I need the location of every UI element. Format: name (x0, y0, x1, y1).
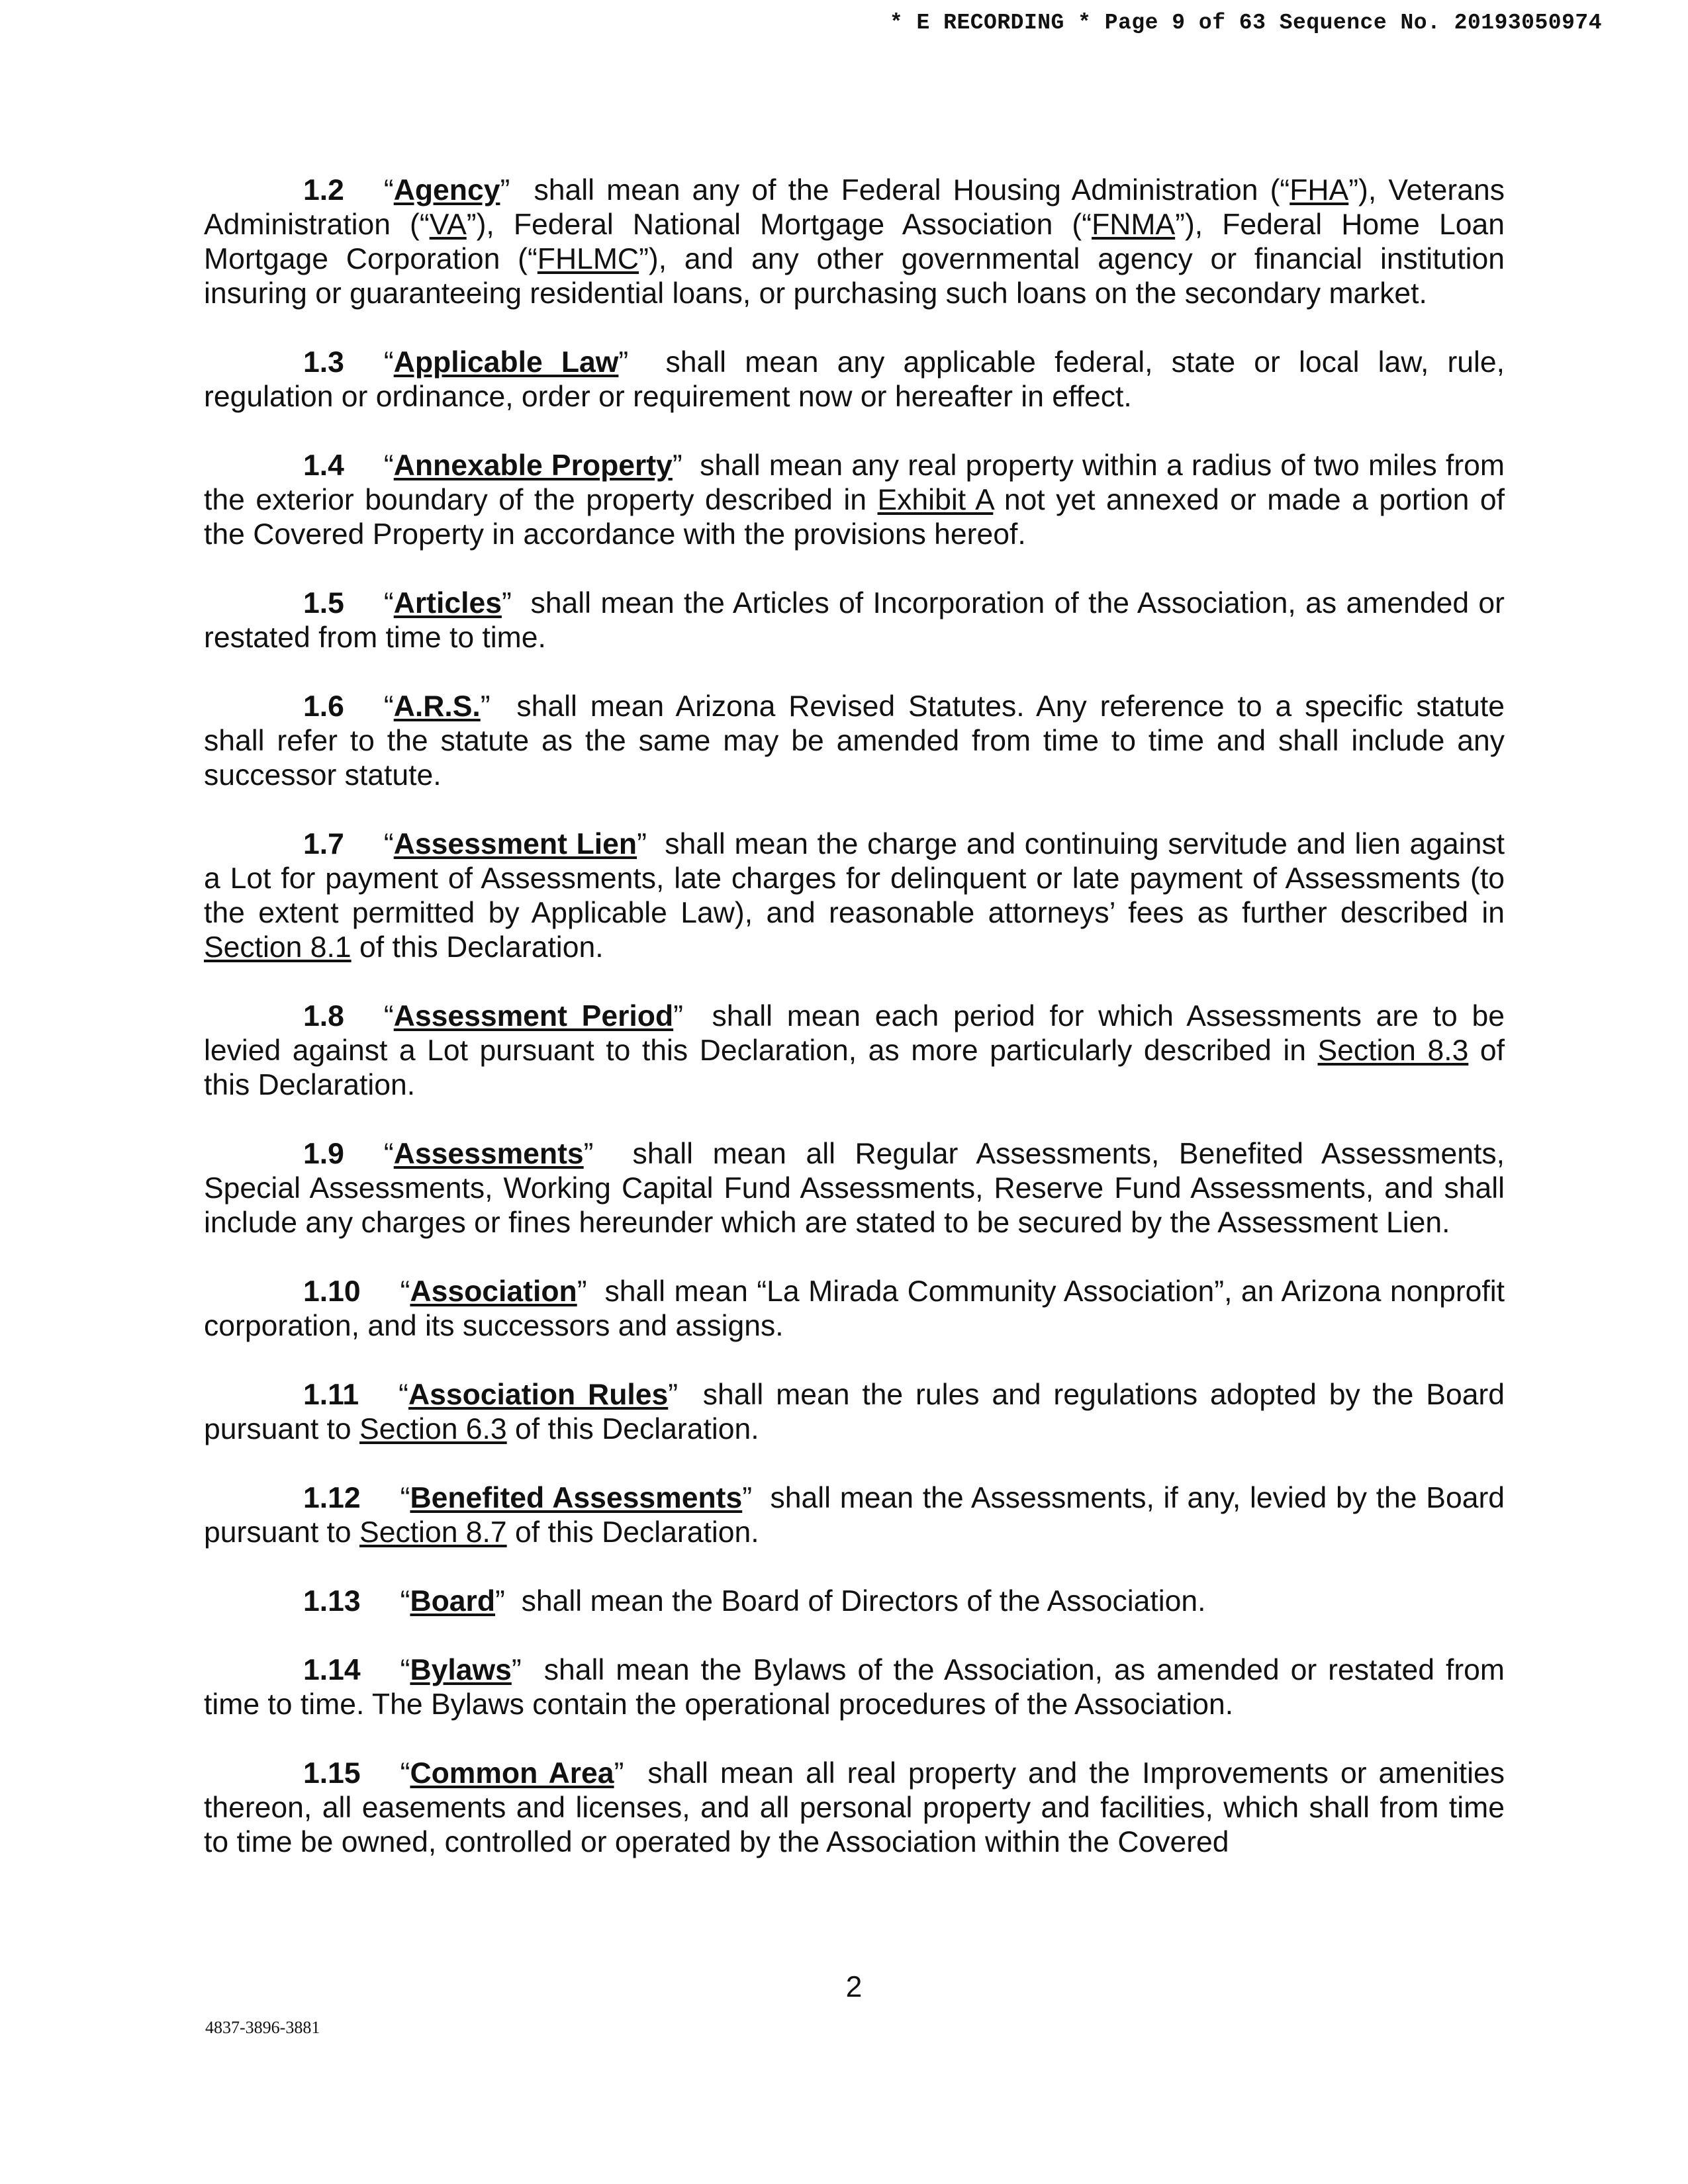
defined-term: Association Rules (408, 1379, 669, 1411)
definition-number: 1.13 (303, 1585, 361, 1617)
defined-term: A.R.S. (393, 690, 481, 723)
definition-paragraph: 1.2 “Agency” shall mean any of the Federal Housing Administration (“FHA”), Veterans Administration (“VA”), Federal National Mortgage Association (“FNMA”), Federal Home Loan Mortgage Corporation (“FHLMC”), and any other governmental agency or financial institution insuring or guaranteeing residential loans, or purchasing such loans on the secondary market. (204, 174, 1505, 310)
defined-term: Common Area (410, 1757, 614, 1790)
definition-paragraph: 1.9 “Assessments” shall mean all Regular Assessments, Benefited Assessments, Special Assessments, Working Capital Fund Assessments, Reserve Fund Assessments, and shall include any charges or fines hereunder which are stated to be secured by the Assessment Lien. (204, 1138, 1505, 1239)
definition-number: 1.14 (303, 1654, 361, 1686)
defined-term: Applicable Law (393, 346, 619, 379)
definition-paragraph: 1.4 “Annexable Property” shall mean any real property within a radius of two miles from the exterior boundary of the property described in Exhibit A not yet annexed or made a portion of the Covered Property in accordance with the provisions hereof. (204, 449, 1505, 551)
definition-number: 1.11 (303, 1379, 359, 1411)
defined-term: Agency (393, 174, 500, 206)
definition-text: shall mean the charge and continuing servitude and lien against a Lot for payment of Assessments, late charges for delinquent or late payment of Assessments (to the extent permitted by Applicable Law), and reasonable attorneys’ fees as further described in Section 8.1 of this Declaration. (204, 828, 1505, 964)
page-number: 2 (845, 1971, 863, 2003)
definition-paragraph: 1.7 “Assessment Lien” shall mean the charge and continuing servitude and lien against a Lot for payment of Assessments, late charges for delinquent or late payment of Assessments (to the extent permitted by Applicable Law), and reasonable attorneys’ fees as further described in Section 8.1 of this Declaration. (204, 828, 1505, 964)
defined-term: Association (410, 1275, 577, 1308)
defined-term: Assessment Lien (393, 828, 637, 860)
definition-number: 1.9 (303, 1138, 344, 1170)
definition-text: shall mean any of the Federal Housing Administration (“FHA”), Veterans Administration (“VA”), Federal National Mortgage Association (“FNMA”), Federal Home Loan Mortgage Corporation (“FHLMC”), and any other governmental agency or financial institution insuring or guaranteeing residential loans, or purchasing such loans on the secondary market. (204, 174, 1505, 310)
definition-text: shall mean the Articles of Incorporation of the Association, as amended or restated from time to time. (204, 587, 1505, 654)
defined-term: Benefited Assessments (410, 1482, 743, 1514)
definition-number: 1.10 (303, 1275, 361, 1308)
definition-text: shall mean all real property and the Improvements or amenities thereon, all easements and licenses, and all personal property and facilities, which shall from time to time be owned, controlled or operated by the Association within the Covered (204, 1757, 1505, 1858)
definitions-body (204, 173, 1505, 1894)
definition-number: 1.5 (303, 587, 344, 619)
definition-number: 1.15 (303, 1757, 361, 1790)
definition-paragraph: 1.14 “Bylaws” shall mean the Bylaws of the Association, as amended or restated from time to time. The Bylaws contain the operational procedures of the Association. (204, 1654, 1505, 1721)
definition-number: 1.8 (303, 1000, 344, 1032)
definition-paragraph: 1.5 “Articles” shall mean the Articles of Incorporation of the Association, as amended or restated from time to time. (204, 587, 1505, 654)
definition-text: shall mean the rules and regulations adopted by the Board pursuant to Section 6.3 of this Declaration. (204, 1379, 1505, 1445)
definition-number: 1.7 (303, 828, 344, 860)
definition-text: shall mean Arizona Revised Statutes. Any reference to a specific statute shall refer to the statute as the same may be amended from time to time and shall include any successor statute. (204, 690, 1505, 792)
definition-paragraph: 1.6 “A.R.S.” shall mean Arizona Revised Statutes. Any reference to a specific statute shall refer to the statute as the same may be amended from time to time and shall include any successor statute. (204, 690, 1505, 792)
document-id: 4837-3896-3881 (205, 2018, 320, 2037)
definition-paragraph: 1.12 “Benefited Assessments” shall mean the Assessments, if any, levied by the Board pursuant to Section 8.7 of this Declaration. (204, 1482, 1505, 1549)
definition-text: shall mean the Assessments, if any, levied by the Board pursuant to Section 8.7 of this Declaration. (204, 1482, 1505, 1549)
definition-number: 1.3 (303, 346, 344, 379)
definition-paragraph: 1.15 “Common Area” shall mean all real property and the Improvements or amenities thereon, all easements and licenses, and all personal property and facilities, which shall from time to time be owned, controlled or operated by the Association within the Covered (204, 1757, 1505, 1858)
definition-paragraph: 1.13 “Board” shall mean the Board of Directors of the Association. (303, 1585, 1206, 1617)
defined-term: Bylaws (410, 1654, 512, 1686)
definition-number: 1.6 (303, 690, 344, 723)
definition-text: shall mean the Bylaws of the Association, as amended or restated from time to time. The Bylaws contain the operational procedures of the Association. (204, 1654, 1505, 1721)
recording-header: * E RECORDING * Page 9 of 63 Sequence No. 20193050974 (889, 11, 1602, 35)
definition-paragraph: 1.11 “Association Rules” shall mean the rules and regulations adopted by the Board pursuant to Section 6.3 of this Declaration. (204, 1379, 1505, 1445)
definition-text: shall mean each period for which Assessments are to be levied against a Lot pursuant to this Declaration, as more particularly described in Section 8.3 of this Declaration. (204, 1000, 1505, 1101)
definition-number: 1.12 (303, 1482, 361, 1514)
definition-text: shall mean the Board of Directors of the Association. (521, 1585, 1206, 1617)
defined-term: Assessment Period (393, 1000, 674, 1032)
defined-term: Articles (393, 587, 502, 619)
definition-text: shall mean “La Mirada Community Association”, an Arizona nonprofit corporation, and its successors and assigns. (204, 1275, 1505, 1342)
definition-text: shall mean all Regular Assessments, Benefited Assessments, Special Assessments, Working Capital Fund Assessments, Reserve Fund Assessments, and shall include any charges or fines hereunder which are stated to be secured by the Assessment Lien. (204, 1138, 1505, 1239)
definition-text: shall mean any real property within a radius of two miles from the exterior boundary of the property described in Exhibit A not yet annexed or made a portion of the Covered Property in accordance with the provisions hereof. (204, 449, 1505, 551)
defined-term: Annexable Property (393, 449, 673, 482)
defined-term: Board (410, 1585, 496, 1617)
definition-paragraph: 1.3 “Applicable Law” shall mean any applicable federal, state or local law, rule, regulation or ordinance, order or requirement now or hereafter in effect. (204, 346, 1505, 413)
definition-number: 1.2 (303, 174, 344, 206)
definition-text: shall mean any applicable federal, state or local law, rule, regulation or ordinance, order or requirement now or hereafter in effect. (204, 346, 1505, 413)
definition-number: 1.4 (303, 449, 344, 482)
defined-term: Assessments (393, 1138, 584, 1170)
definition-paragraph: 1.10 “Association” shall mean “La Mirada Community Association”, an Arizona nonprofit corporation, and its successors and assigns. (204, 1275, 1505, 1342)
definition-paragraph: 1.8 “Assessment Period” shall mean each period for which Assessments are to be levied against a Lot pursuant to this Declaration, as more particularly described in Section 8.3 of this Declaration. (204, 1000, 1505, 1101)
